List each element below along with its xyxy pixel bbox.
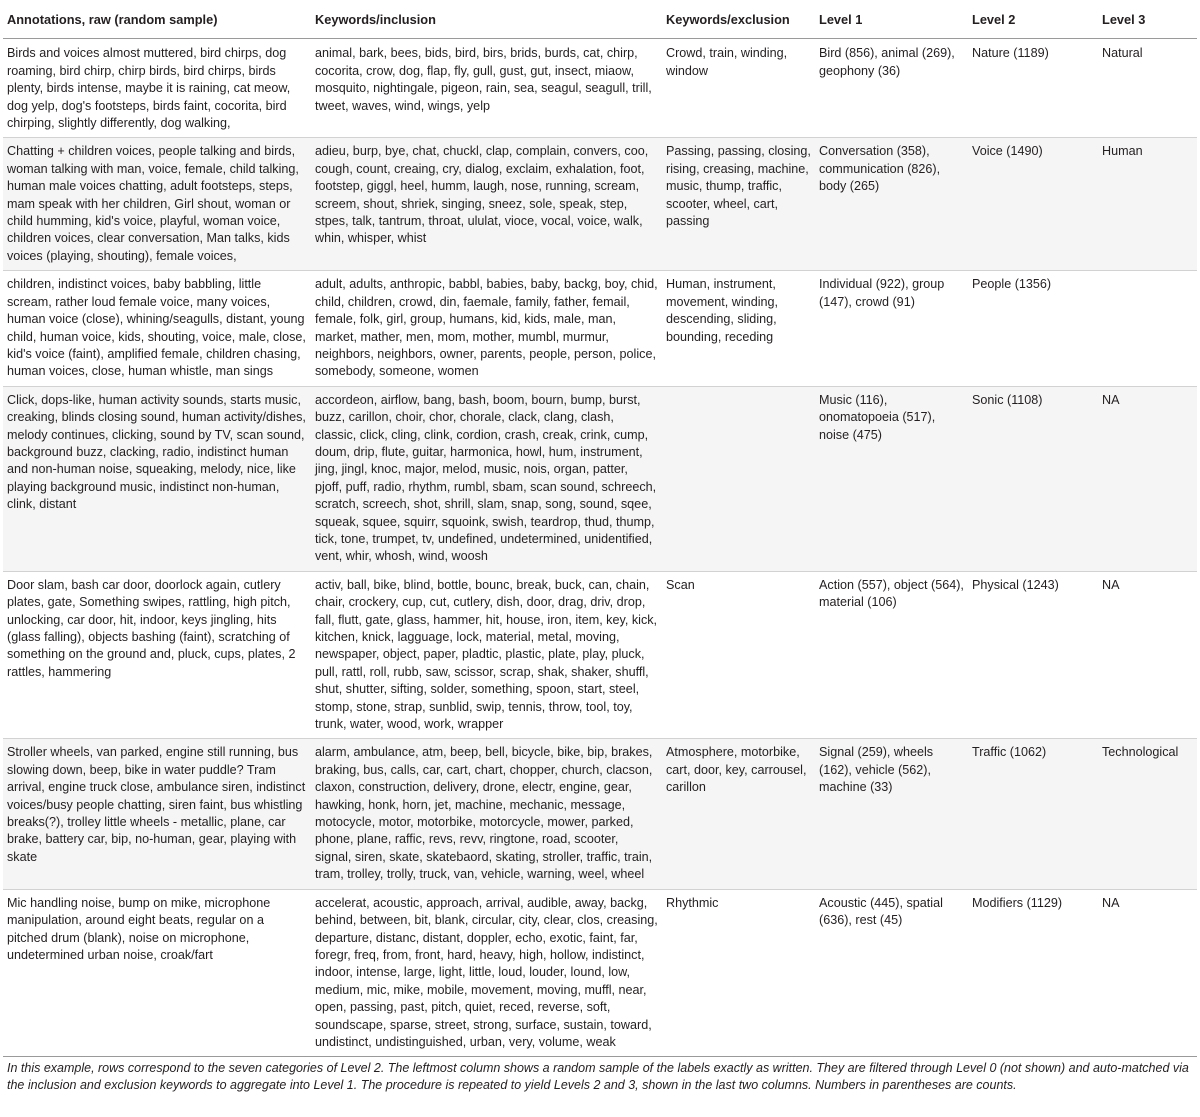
cell-level-2: Nature (1189) xyxy=(968,39,1098,138)
cell-level-2: Physical (1243) xyxy=(968,571,1098,739)
cell-level-3: NA xyxy=(1098,889,1197,1057)
header-level-2: Level 2 xyxy=(968,0,1098,39)
cell-level-2: Voice (1490) xyxy=(968,138,1098,271)
table-header xyxy=(3,0,1197,39)
cell-level-1: Action (557), object (564), material (106) xyxy=(815,571,968,739)
cell-level-3: NA xyxy=(1098,386,1197,571)
cell-keywords-inclusion: accordeon, airflow, bang, bash, boom, bourn, bump, burst, buzz, carillon, choir, chor, chorale, clack, clang, clash, classic, click, cling, clink, cordion, crash, creak, crink, cump, doum, drip, flute, guitar, harmonica, howl, hum, instrument, jing, jingl, knoc, major, melod, music, nois, organ, patter, pjoff, puff, radio, rhythm, rumbl, sbam, scan sound, schreech, scratch, screech, shot, shrill, slam, snap, song, sound, sqee, squeak, squee, squirr, squoink, swish, teardrop, thud, thump, tick, tone, trumpet, tv, undefined, undetermined, unidentified, vent, whir, whosh, wind, woosh xyxy=(311,386,662,571)
header-row xyxy=(3,0,1197,39)
table-row xyxy=(3,739,1197,889)
header-level-1: Level 1 xyxy=(815,0,968,39)
cell-level-2: Modifiers (1129) xyxy=(968,889,1098,1057)
cell-keywords-inclusion: activ, ball, bike, blind, bottle, bounc, break, buck, can, chain, chair, crockery, cup, cut, cutlery, dish, door, drag, driv, drop, fall, flutt, gate, glass, hammer, hit, house, iron, item, key, kick, kitchen, knick, lagguage, lock, material, metal, moving, newspaper, object, paper, pladtic, plastic, plate, play, pluck, pull, rattl, roll, rubb, saw, scissor, scrap, shak, shaker, shuffl, shut, shutter, sifting, solder, something, spoon, start, steel, stomp, stone, strap, sunblid, swip, tennis, throw, tool, toy, trunk, water, wood, work, wrapper xyxy=(311,571,662,739)
table-row xyxy=(3,571,1197,739)
table-row xyxy=(3,271,1197,386)
cell-annotations: Birds and voices almost muttered, bird chirps, dog roaming, bird chirp, chirp birds, bird chirps, birds plenty, birds intense, maybe it is raining, cat meow, dog yelp, dog's footsteps, birds faint, cocorita, bird chirping, slightly differently, dog walking, xyxy=(3,39,311,138)
cell-level-2: People (1356) xyxy=(968,271,1098,386)
cell-annotations: Door slam, bash car door, doorlock again, cutlery plates, gate, Something swipes, rattling, high pitch, unlocking, car door, hit, indoor, keys jingling, hits (glass falling), objects bashing (faint), scratching of something on the ground and, pluck, cups, plates, 2 rattles, hammering xyxy=(3,571,311,739)
category-table xyxy=(3,0,1197,1057)
cell-level-1: Bird (856), animal (269), geophony (36) xyxy=(815,39,968,138)
cell-annotations: children, indistinct voices, baby babbling, little scream, rather loud female voice, many voices, human voice (close), whining/seagulls, distant, young child, human voice, kids, shouting, voice, male, close, kid's voice (faint), amplified female, children chasing, human voices, close, human whistle, man sings xyxy=(3,271,311,386)
cell-level-3: Technological xyxy=(1098,739,1197,889)
header-annotations-raw: Annotations, raw (random sample) xyxy=(3,0,311,39)
table-row xyxy=(3,889,1197,1057)
cell-keywords-inclusion: adieu, burp, bye, chat, chuckl, clap, complain, convers, coo, cough, count, creaing, cry, dialog, exclaim, exhalation, foot, footstep, giggl, heel, humm, laugh, nose, running, scream, screem, shout, shriek, singing, sneez, sole, speak, step, stpes, talk, tantrum, throat, ululat, vioce, vocal, voice, walk, whin, whisper, whist xyxy=(311,138,662,271)
cell-keywords-exclusion xyxy=(662,386,815,571)
cell-level-3: Natural xyxy=(1098,39,1197,138)
cell-level-3: Human xyxy=(1098,138,1197,271)
cell-level-1: Conversation (358), communication (826), body (265) xyxy=(815,138,968,271)
cell-level-2: Sonic (1108) xyxy=(968,386,1098,571)
table-row xyxy=(3,39,1197,138)
header-keywords-inclusion: Keywords/inclusion xyxy=(311,0,662,39)
cell-level-2: Traffic (1062) xyxy=(968,739,1098,889)
cell-level-1: Signal (259), wheels (162), vehicle (562), machine (33) xyxy=(815,739,968,889)
cell-keywords-inclusion: animal, bark, bees, bids, bird, birs, brids, burds, cat, chirp, cocorita, crow, dog, flap, fly, gull, gust, gut, insect, miaow, mosquito, nightingale, pigeon, rain, sea, seagul, seagull, trill, tweet, waves, wind, wings, yelp xyxy=(311,39,662,138)
cell-keywords-exclusion: Human, instrument, movement, winding, descending, sliding, bounding, receding xyxy=(662,271,815,386)
cell-keywords-exclusion: Scan xyxy=(662,571,815,739)
cell-keywords-inclusion: alarm, ambulance, atm, beep, bell, bicycle, bike, bip, brakes, braking, bus, calls, car, cart, chart, chopper, church, clacson, claxon, construction, delivery, drone, electr, engine, gear, hawking, honk, horn, jet, machine, mechanic, message, motocycle, motor, motorbike, motorcycle, mower, parked, phone, plane, raffic, revs, revv, ringtone, road, scooter, signal, siren, skate, skatebaord, skating, stroller, traffic, train, tram, trolley, trolly, truck, van, vehicle, warning, weel, wheel xyxy=(311,739,662,889)
table-body xyxy=(3,39,1197,1057)
table-row xyxy=(3,138,1197,271)
table-caption: In this example, rows correspond to the seven categories of Level 2. The leftmost column shows a random sample of the labels exactly as written. They are filtered through Level 0 (not shown) and auto-matched via the inclusion and exclusion keywords to aggregate into Level 1. The procedure is repeated to yield Levels 2 and 3, shown in the last two columns. Numbers in parentheses are counts. xyxy=(7,1061,1189,1093)
cell-annotations: Stroller wheels, van parked, engine still running, bus slowing down, beep, bike in water puddle? Tram arrival, engine truck close, ambulance siren, indistinct voices/busy people chatting, siren faint, bus whistling breaks(?), trolley little wheels - metallic, plane, car brake, battery car, bip, no-human, gear, playing with skate xyxy=(3,739,311,889)
cell-level-1: Acoustic (445), spatial (636), rest (45) xyxy=(815,889,968,1057)
header-level-3: Level 3 xyxy=(1098,0,1197,39)
cell-level-1: Music (116), onomatopoeia (517), noise (475) xyxy=(815,386,968,571)
cell-annotations: Chatting + children voices, people talking and birds, woman talking with man, voice, female, child talking, human male voices chatting, adult footsteps, steps, mam speak with her children, Girl shout, woman or child humming, kid's voice, playful, woman voice, children voices, clear conversation, Man talks, kids voices (playing, shouting), female voices, xyxy=(3,138,311,271)
cell-keywords-exclusion: Atmosphere, motorbike, cart, door, key, carrousel, carillon xyxy=(662,739,815,889)
cell-keywords-inclusion: adult, adults, anthropic, babbl, babies, baby, backg, boy, chid, child, children, crowd, din, faemale, family, father, femail, female, folk, girl, group, humans, kid, kids, male, man, market, mather, men, mom, mother, mumbl, murmur, neighbors, neighbors, owner, parents, people, person, police, somebody, someone, women xyxy=(311,271,662,386)
cell-annotations: Mic handling noise, bump on mike, microphone manipulation, around eight beats, regular on a pitched drum (blank), noise on microphone, undetermined urban noise, croak/fart xyxy=(3,889,311,1057)
table-row xyxy=(3,386,1197,571)
header-keywords-exclusion: Keywords/exclusion xyxy=(662,0,815,39)
cell-annotations: Click, dops-like, human activity sounds, starts music, creaking, blinds closing sound, human activity/dishes, melody continues, clicking, sound by TV, scan sound, background buzz, clacking, radio, indistinct human and non-human noise, squeaking, melody, nice, like playing background music, indistinct non-human, clink, distant xyxy=(3,386,311,571)
cell-keywords-exclusion: Crowd, train, winding, window xyxy=(662,39,815,138)
cell-level-1: Individual (922), group (147), crowd (91) xyxy=(815,271,968,386)
cell-keywords-inclusion: accelerat, acoustic, approach, arrival, audible, away, backg, behind, between, bit, blank, circular, city, clear, clos, creasing, departure, distanc, distant, doppler, echo, exotic, faint, far, foregr, freq, from, front, hard, heavy, high, hollow, indistinct, indoor, intense, large, light, little, loud, louder, lound, low, medium, mic, mike, mobile, movement, moving, muffl, near, open, passing, past, pitch, quiet, reced, reverse, soft, soundscape, sparse, street, strong, surface, sustain, toward, undistinct, undistinguished, urban, very, volume, weak xyxy=(311,889,662,1057)
cell-level-3 xyxy=(1098,271,1197,386)
cell-level-3: NA xyxy=(1098,571,1197,739)
cell-keywords-exclusion: Rhythmic xyxy=(662,889,815,1057)
cell-keywords-exclusion: Passing, passing, closing, rising, creasing, machine, music, thump, traffic, scooter, wheel, cart, passing xyxy=(662,138,815,271)
